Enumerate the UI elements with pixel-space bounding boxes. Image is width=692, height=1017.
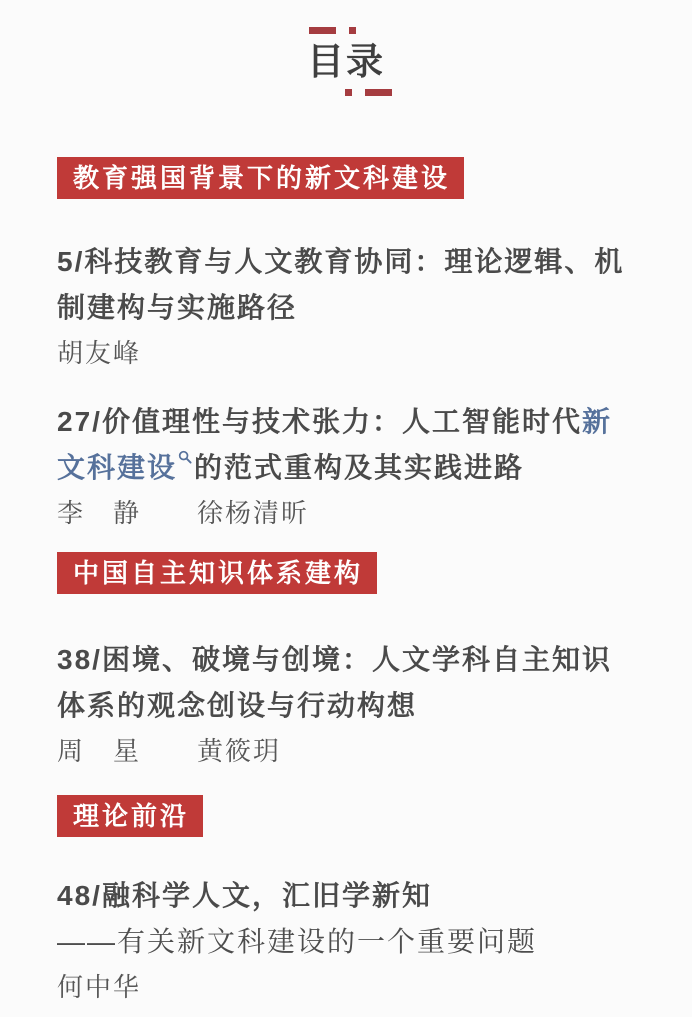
section-badge-new-liberal-arts: 教育强国背景下的新文科建设 bbox=[57, 157, 464, 199]
toc-entry bbox=[57, 399, 636, 535]
article-authors: 周 星 黄筱玥 bbox=[57, 736, 282, 766]
keyword-link[interactable]: 新 bbox=[581, 406, 612, 437]
dot-ornament bbox=[349, 27, 356, 34]
article-title-text: 价值理性与技术张力：人工智能时代 bbox=[101, 406, 582, 437]
dash-ornament bbox=[365, 89, 392, 96]
dot-ornament bbox=[345, 89, 352, 96]
search-icon[interactable] bbox=[178, 450, 193, 465]
header-ornament-bottom bbox=[22, 89, 692, 96]
article-subtitle: ——有关新文科建设的一个重要问题 bbox=[57, 926, 538, 957]
article-title bbox=[57, 637, 636, 729]
section-badge-knowledge-system: 中国自主知识体系建构 bbox=[57, 552, 377, 594]
page-separator: / bbox=[92, 644, 102, 675]
article-title-text: 融科学人文，汇旧学新知 bbox=[101, 880, 432, 911]
article-authors: 李 静 徐杨清昕 bbox=[57, 498, 310, 528]
toc-list bbox=[0, 96, 692, 1009]
page-separator: / bbox=[92, 406, 102, 437]
article-title bbox=[57, 239, 636, 331]
toc-entry bbox=[57, 637, 636, 773]
page-number: 5 bbox=[57, 246, 75, 277]
page-number: 38 bbox=[57, 644, 93, 675]
dash-ornament bbox=[309, 27, 336, 34]
article-title-text: 体系的观念创设与行动构想 bbox=[57, 690, 418, 721]
section-badge-theory-frontier: 理论前沿 bbox=[57, 795, 203, 837]
article-authors: 何中华 bbox=[57, 972, 142, 1002]
article-title-text: 制建构与实施路径 bbox=[57, 292, 298, 323]
page-number: 48 bbox=[57, 880, 93, 911]
keyword-link[interactable]: 文科建设 bbox=[57, 452, 178, 483]
page-separator: / bbox=[92, 880, 102, 911]
article-title bbox=[57, 399, 636, 491]
article-authors: 胡友峰 bbox=[57, 338, 142, 368]
page-title: 目录 bbox=[307, 41, 385, 82]
header-ornament-top bbox=[0, 27, 678, 34]
article-title bbox=[57, 873, 636, 965]
article-title-text: 科技教育与人文教育协同：理论逻辑、机 bbox=[84, 246, 625, 277]
article-title-text: 困境、破境与创境：人文学科自主知识 bbox=[101, 644, 612, 675]
article-title-text: 的范式重构及其实践进路 bbox=[194, 452, 525, 483]
toc-entry bbox=[57, 873, 636, 1009]
toc-header bbox=[0, 0, 692, 96]
page-separator: / bbox=[74, 246, 85, 277]
page-number: 27 bbox=[57, 406, 93, 437]
toc-entry bbox=[57, 239, 636, 375]
